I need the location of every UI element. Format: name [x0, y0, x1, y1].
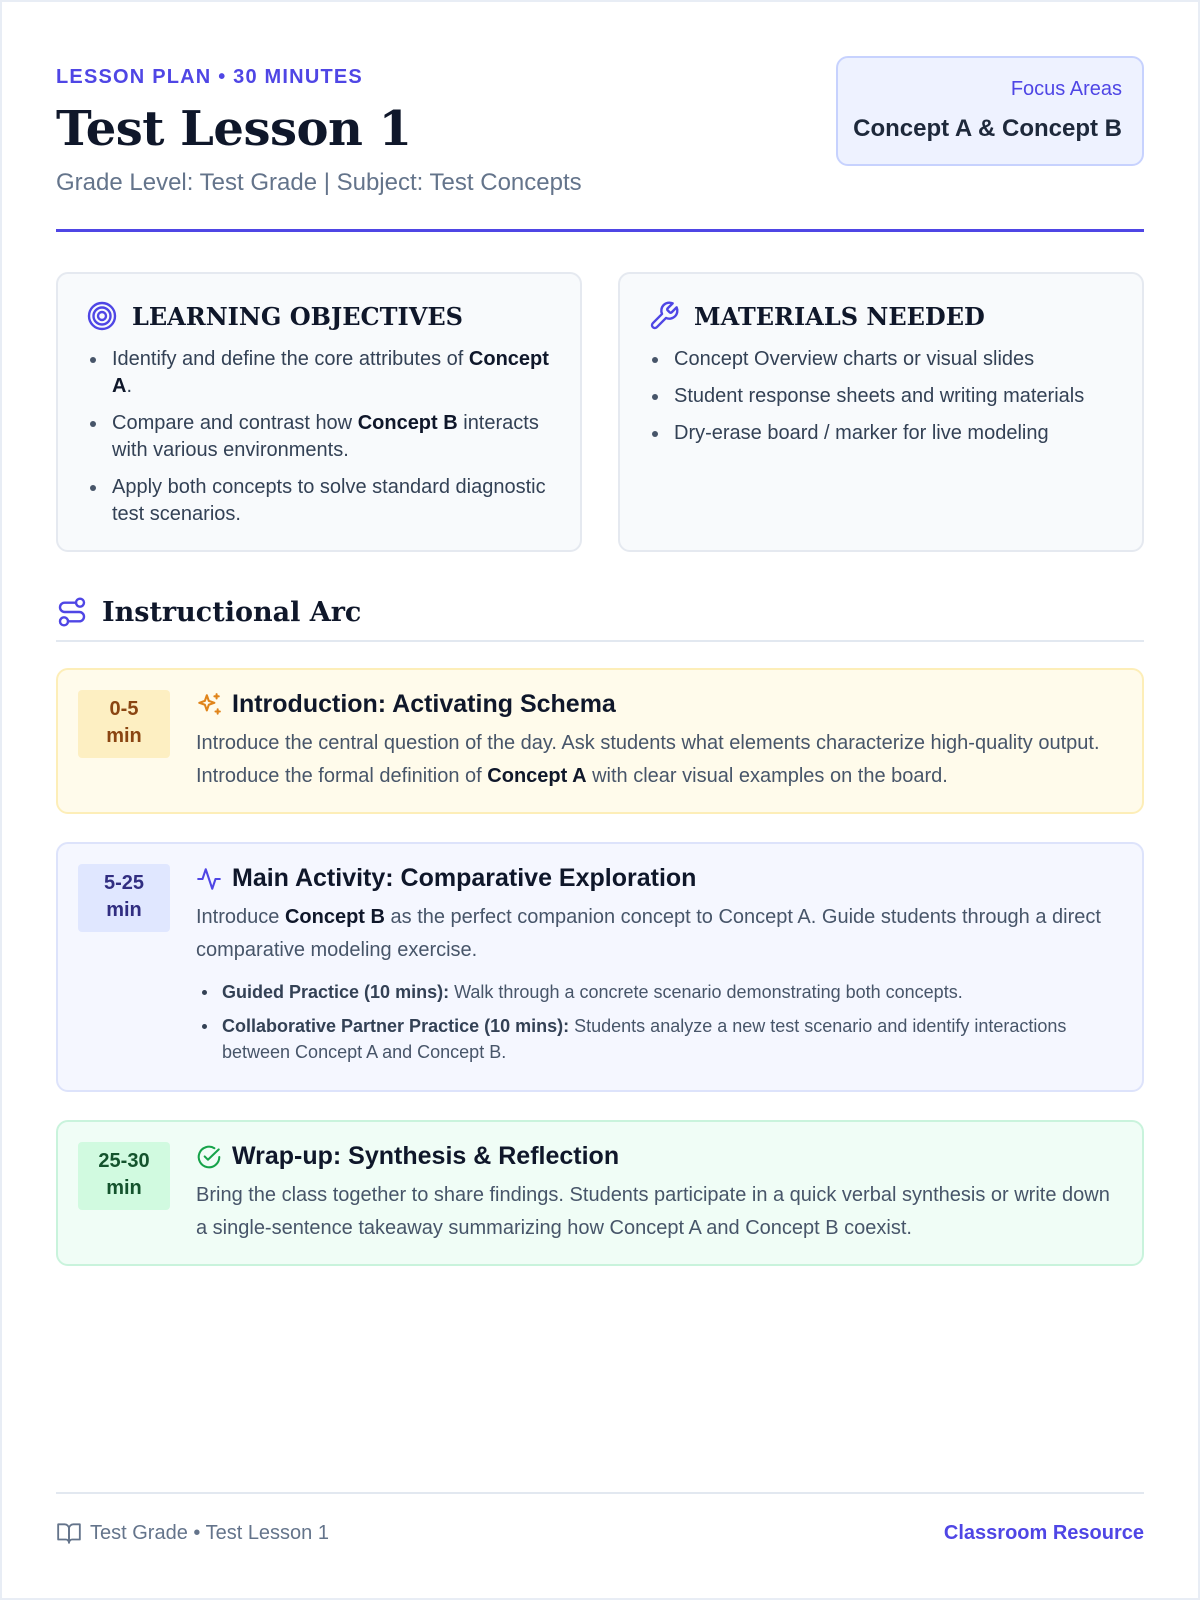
check-circle-icon: [196, 1144, 222, 1170]
phase-wrap-up: [56, 1120, 1144, 1266]
focus-areas-value: Concept A & Concept B: [853, 115, 1122, 142]
materials-card-header: [648, 300, 1114, 332]
phase-description: Introduce the central question of the day. Ask students what elements characterize high-quality output. Introduce the formal definition of Concept A with clear visual examples on the board.: [196, 732, 1100, 787]
page-title: Test Lesson 1: [56, 101, 412, 157]
objectives-card: [56, 272, 582, 552]
list-item: Compare and contrast how Concept B interacts with various environments.: [86, 410, 552, 464]
phase-description: Introduce Concept B as the perfect companion concept to Concept A. Guide students through a direct comparative modeling exercise.: [196, 906, 1101, 961]
materials-card: [618, 272, 1144, 552]
phase-header: [196, 690, 1118, 719]
phase-header: [196, 864, 1118, 893]
wrench-icon: [648, 300, 680, 332]
page-subtitle: Grade Level: Test Grade | Subject: Test Concepts: [56, 169, 582, 196]
list-item: Concept Overview charts or visual slides: [648, 346, 1114, 373]
list-item: Dry-erase board / marker for live modeling: [648, 420, 1114, 447]
focus-areas-label: Focus Areas: [1010, 78, 1122, 100]
phase-introduction: [56, 668, 1144, 814]
list-item: Identify and define the core attributes of Concept A.: [86, 346, 552, 400]
footer: [56, 1492, 1144, 1546]
objectives-card-header: [86, 300, 552, 332]
list-item: Collaborative Partner Practice (10 mins): Students analyze a new test scenario and identify interactions between Concept A and Concept B.: [196, 1013, 1118, 1065]
phase-header: [196, 1142, 1118, 1171]
header: [56, 2, 1144, 232]
activity-icon: [196, 866, 222, 892]
footer-breadcrumb: Test Grade • Test Lesson 1: [90, 1521, 329, 1544]
target-icon: [86, 300, 118, 332]
phase-title: Introduction: Activating Schema: [232, 690, 616, 718]
phase-description: Bring the class together to share findings. Students participate in a quick verbal synthesis or write down a single-sentence takeaway summarizing how Concept A and Concept B coexist.: [196, 1184, 1110, 1239]
instructional-arc-header: [56, 596, 1144, 642]
overview-cards: [56, 272, 1144, 552]
lesson-eyebrow: LESSON PLAN • 30 MINUTES: [56, 66, 363, 88]
objectives-title: LEARNING OBJECTIVES: [132, 301, 463, 331]
materials-list: [648, 346, 1114, 447]
book-open-icon: [56, 1520, 82, 1546]
list-item: Guided Practice (10 mins): Walk through a concrete scenario demonstrating both concepts.: [196, 979, 1118, 1005]
practice-list: [196, 979, 1118, 1065]
route-icon: [56, 596, 88, 628]
list-item: Student response sheets and writing materials: [648, 383, 1114, 410]
objectives-list: [86, 346, 552, 528]
focus-areas-box: [836, 56, 1144, 166]
time-badge: 0-5 min: [78, 690, 170, 758]
footer-resource-label: Classroom Resource: [943, 1521, 1144, 1544]
time-badge: 5-25 min: [78, 864, 170, 932]
sparkles-icon: [196, 692, 222, 718]
phase-title: Wrap-up: Synthesis & Reflection: [232, 1142, 620, 1170]
time-badge: 25-30 min: [78, 1142, 170, 1210]
list-item: Apply both concepts to solve standard diagnostic test scenarios.: [86, 474, 552, 528]
materials-title: MATERIALS NEEDED: [694, 301, 985, 331]
footer-left: [56, 1520, 329, 1546]
phase-main-activity: [56, 842, 1144, 1092]
phase-title: Main Activity: Comparative Exploration: [232, 864, 697, 892]
instructional-arc-title: Instructional Arc: [102, 596, 362, 628]
